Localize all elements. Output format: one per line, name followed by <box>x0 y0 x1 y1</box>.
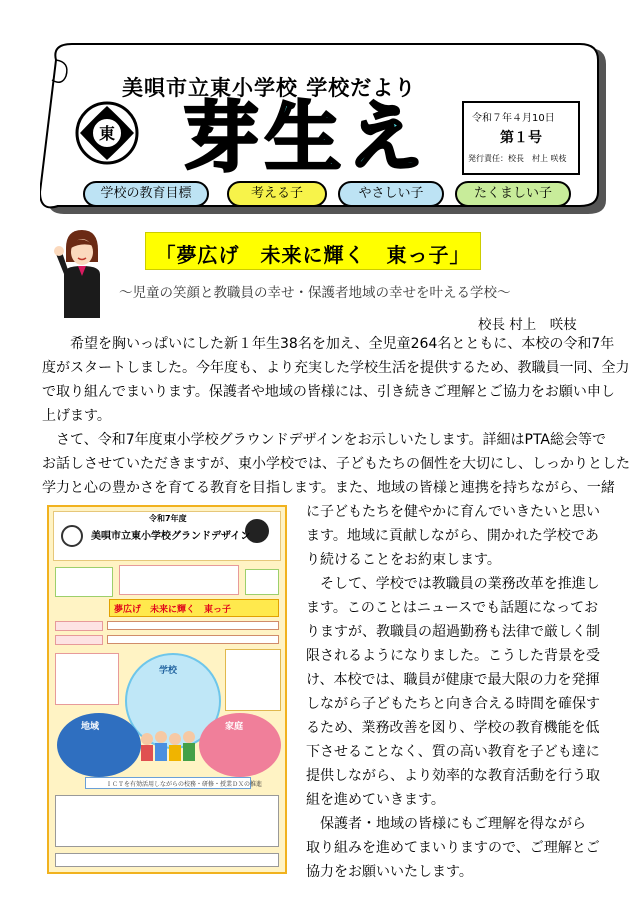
poster-circle-region-label: 地域 <box>81 722 100 732</box>
issue-responsible: 発行責任：校長 村上 咲枝 <box>468 154 567 163</box>
poster-label <box>55 621 103 631</box>
side-line: 協力をお願いいたします。 <box>306 864 473 880</box>
principal-name: 校長 村上 咲枝 <box>478 317 577 333</box>
side-line: に子どもたちを健やかに育んでいきたいと思い <box>306 504 600 520</box>
motto-subtitle: ～児童の笑顔と教職員の幸せ・保護者地域の幸せを叶える学校～ <box>119 285 511 301</box>
poster-left-box <box>55 567 113 597</box>
side-line: り続けることをお約束します。 <box>306 552 501 568</box>
poster-emblem-icon <box>61 525 83 547</box>
side-line: 下させることなく、質の高い教育を子ども達に <box>306 744 600 760</box>
body-line: で取り組んでまいります。保護者や地域の皆様には、引き続きご理解とご協力をお願い申し <box>42 384 615 400</box>
issue-info-box <box>462 101 580 175</box>
principal-illustration <box>52 228 108 320</box>
side-line: 提供しながら、より効率的な教育活動を行う取 <box>306 768 600 784</box>
issue-date: 令和７年４月10日 <box>472 113 555 124</box>
issue-number: 第１号 <box>500 130 542 146</box>
school-motto: 「夢広げ 未来に輝く 東っ子」 <box>155 243 471 267</box>
poster-note-right <box>225 649 281 711</box>
poster-children-icon <box>137 729 201 765</box>
body-line: お話しさせていただきますが、東小学校では、子どもたちの個性を大切にし、しっかりとした <box>42 456 630 472</box>
side-line: 取り組みを進めてまいりますので、ご理解とご <box>306 840 600 856</box>
goal-kind: やさしい子 <box>338 181 444 207</box>
side-line: ます。地域に貢献しながら、開かれた学校であ <box>306 528 599 544</box>
poster-motto: 夢広げ 未来に輝く 東っ子 <box>114 605 232 615</box>
school-motto-box <box>145 232 481 270</box>
body-line: 希望を胸いっぱいにした新１年生38名を加え、全児童264名とともに、本校の令和7年 <box>56 336 615 352</box>
poster-row <box>107 621 279 630</box>
poster-note-left <box>55 653 119 705</box>
poster-circle-school-label: 学校 <box>159 666 178 676</box>
newsletter-name-text: 芽生え <box>183 94 429 178</box>
side-line: りますが、教職員の超過勤務も法律で厳しく制 <box>306 624 600 640</box>
body-line: 上げます。 <box>42 408 111 424</box>
body-line: さて、令和7年度東小学校グラウンドデザインをお示しいたします。詳細はPTA総会等で <box>42 432 607 448</box>
school-emblem-icon <box>74 100 140 166</box>
poster-ict-text: ＩＣＴを有効活用しながらの校務・研修・授業ＤＸの推進 <box>106 781 263 788</box>
side-line: 組を進めていきます。 <box>306 792 445 808</box>
goal-think: 考える子 <box>227 181 327 207</box>
side-line: 限されるようになりました。こうした背景を受 <box>306 648 600 664</box>
side-line: そして、学校では教職員の業務改革を推進し <box>306 576 600 592</box>
school-title: 美唄市立東小学校 学校だより <box>122 76 417 100</box>
poster-motto-box <box>109 599 279 617</box>
side-line: るため、業務改善を図り、学校の教育機能を低 <box>306 720 600 736</box>
poster-circle-region <box>57 713 141 777</box>
side-line: ます。このことはニュースでも話題になってお <box>306 600 599 616</box>
body-line: 度がスタートしました。今年度も、より充実した学校生活を提供するため、教職員一同、全力 <box>42 360 630 376</box>
poster-ict-bar <box>85 777 263 789</box>
goal-strong: たくましい子 <box>455 181 571 207</box>
poster-right-box <box>245 569 279 595</box>
side-line: しながら子どもたちと向き合える時間を確保す <box>306 696 600 712</box>
poster-row <box>107 635 279 644</box>
poster-goal-box <box>119 565 239 595</box>
poster-circle-home <box>199 713 281 777</box>
poster-title: 美唄市立東小学校グランドデザイン <box>91 531 251 542</box>
svg-text:東: 東 <box>98 124 116 143</box>
poster-circle-home-label: 家庭 <box>225 722 244 732</box>
body-line: 学力と心の豊かさを育てる教育を目指します。また、地域の皆様と連携を持ちながら、一緒 <box>42 480 615 496</box>
side-line: 保護者・地域の皆様にもご理解を得ながら <box>306 816 586 832</box>
poster-table <box>55 795 279 847</box>
poster-footer <box>55 853 279 867</box>
poster-year: 令和7年度 <box>149 514 187 523</box>
grand-design-poster <box>47 505 287 874</box>
side-line: け、本校では、職員が健康で最大限の力を発揮 <box>306 672 600 688</box>
poster-label <box>55 635 103 645</box>
newsletter-name <box>156 94 456 178</box>
goals-label: 学校の教育目標 <box>83 181 209 207</box>
